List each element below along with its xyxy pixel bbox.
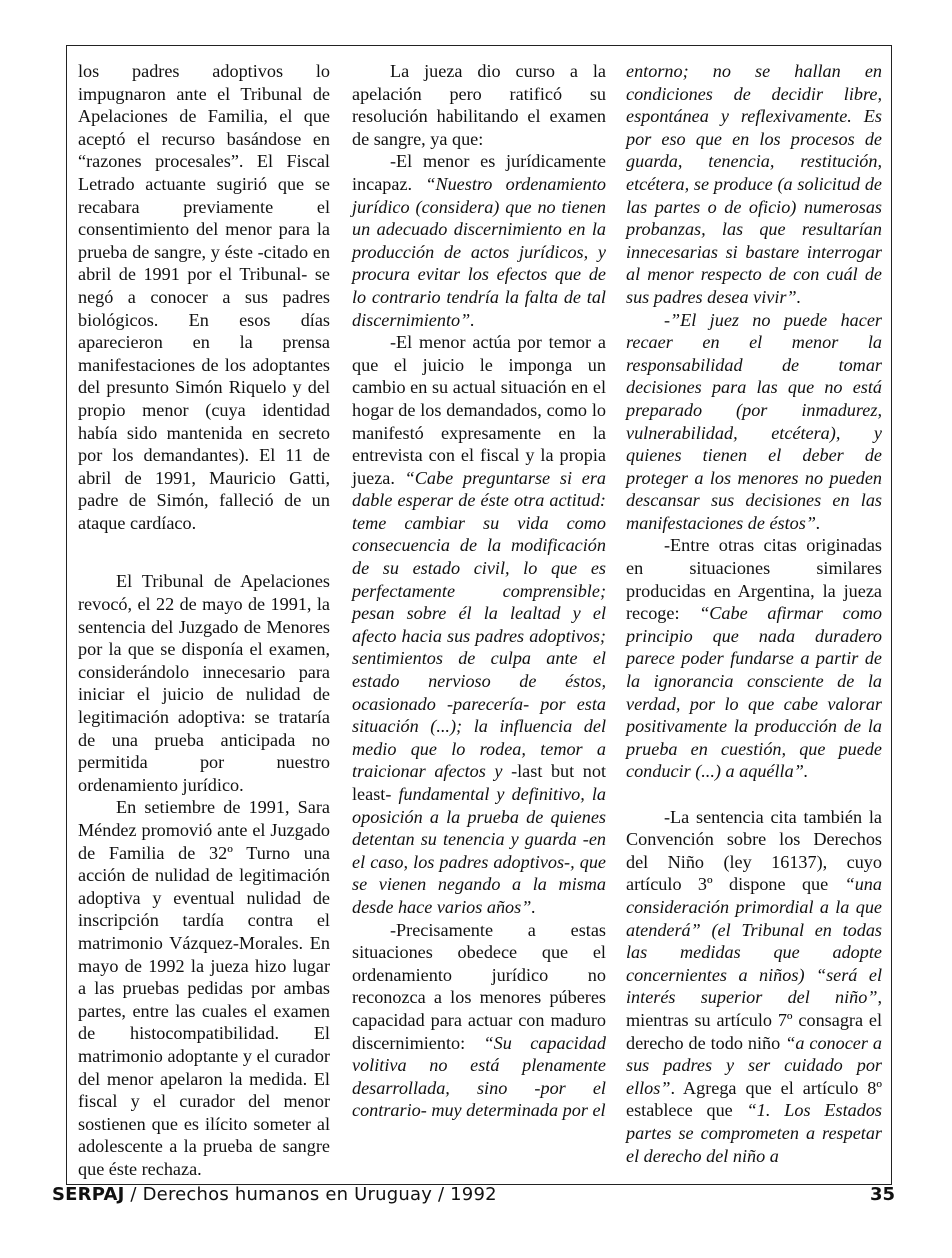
left-column <box>78 60 330 1181</box>
paragraph: los padres adoptivos lo impugnaron ante el Tribunal de Apelaciones de Familia, el que aceptó el recurso basándose en “razones procesales”. El Fiscal Letrado actuante sugirió que se recabara previamente el consentimiento del menor para la prueba de sangre, y éste -citado en abril de 1991 por el Tribunal- se negó a conocer a sus padres biológicos. En esos días aparecieron en la prensa manifestaciones de los adoptantes del presunto Simón Riquelo y del propio menor (cuya identidad había sido mantenida en secreto por los demandantes). El 11 de abril de 1991, Mauricio Gatti, padre de Simón, falleció de un ataque cardíaco. <box>78 61 330 533</box>
text-run: -Entre otras citas originadas en situaciones similares producidas en Argentina, la jueza recoge: <box>626 535 882 624</box>
footer-title: / Derechos humanos en Uruguay / 1992 <box>124 1184 497 1205</box>
quote-italic: “Cabe afirmar como principio que nada duradero parece poder fundarse a partir de la ignorancia consciente de la verdad, por lo que cabe valorar positivamente la producción de la prueba en cuestión, que puede conducir (...) a aquélla”. <box>626 603 883 782</box>
text-run: -El menor actúa por temor a que el juicio le imponga un cambio en su actual situación en el hogar de los demandados, como lo manifestó expresamente en la entrevista con el fiscal y la propia jueza. <box>352 332 606 488</box>
quote-italic: “una consideración primordial a la que atenderá” (el Tribunal en todas las medidas que adopte concernientes a niños) “será el interés superior del niño” <box>626 874 882 1008</box>
quote-italic: “Nuestro ordenamiento jurídico (considera) que no tienen un adecuado discernimiento en la producción de actos jurídicos, y procura evitar los efectos que de lo contrario tendría la falta de tal discernimiento”. <box>352 173 606 330</box>
text-run: -Precisamente a estas situaciones obedece que el ordenamiento jurídico no reconozca a los menores púberes capacidad para actuar con maduro discernimiento: <box>352 919 606 1053</box>
page-number: 35 <box>870 1184 896 1205</box>
text-run: . Agrega que el artículo 8º establece que <box>626 1077 882 1121</box>
footer-brand: SERPAJ <box>52 1184 125 1205</box>
right-column <box>626 60 882 1167</box>
text-run: , mientras su artículo 7º consagra el derecho de todo niño <box>626 987 882 1053</box>
paragraph: En setiembre de 1991, Sara Méndez promovió ante el Juzgado de Familia de 32º Turno una acción de nulidad de legitimación adoptiva y eventual nulidad de inscripción tardía contra el matrimonio Vázquez-Morales. En mayo de 1992 la jueza hizo lugar a las pruebas pedidas por ambas partes, entre las cuales el examen de histocompatibilidad. El matrimonio adoptante y el curador del menor apelaron la medida. El fiscal y el curador del menor sostienen que es ilícito someter al adolescente a la prueba de sangre que éste rechaza. <box>78 797 330 1179</box>
quote-italic: “a conocer a sus padres y ser cuidado por ellos” <box>626 1032 882 1098</box>
text-run: -last but not least- <box>352 761 606 804</box>
quote-italic: “1. Los Estados partes se comprometen a respetar el derecho del niño a <box>626 1100 882 1166</box>
text-run: -El menor es jurídicamente incapaz. <box>352 151 606 194</box>
paragraph <box>352 919 606 1122</box>
paragraph: La jueza dio curso a la apelación pero ratificó su resolución habilitando el examen de sangre, ya que: <box>352 61 606 149</box>
paragraph <box>626 534 882 783</box>
paragraph <box>352 331 606 918</box>
quote-italic: “Cabe preguntarse si era dable esperar de éste otra actitud: teme cambiar su vida como consecuencia de la modificación de su estado civil, lo que es perfectamente comprensible; pesan sobre él la lealtad y el afecto hacia sus padres adoptivos; sentimientos de culpa ante el estado nervioso de éstos, ocasionado -parecería- por esta situación (...); la influencia del medio que lo rodea, temor a traicionar afectos y <box>352 467 606 782</box>
paragraph: entorno; no se hallan en condiciones de decidir libre, espontánea y reflexivamente. Es por eso que en los procesos de guarda, tenencia, restitución, etcétera, se produce (a solicitud de las partes o de oficio) numerosas probanzas, las que resultarían innecesarias si bastare interrogar al menor respecto de con cuál de sus padres desea vivir”. <box>626 61 882 307</box>
paragraph: -”El juez no puede hacer recaer en el menor la responsabilidad de tomar decisiones para las que no está preparado (por inmadurez, vulnerabilidad, etcétera), y quienes tienen el deber de proteger a los menores no pueden descansar sus decisiones en las manifestaciones de éstos”. <box>626 309 882 533</box>
quote-italic: fundamental y definitivo, la oposición a la prueba de quienes detentan su tenencia y guarda -en el caso, los padres adoptivos-, que se vienen negando a la misma desde hace varios años”. <box>352 784 607 917</box>
paragraph: El Tribunal de Apelaciones revocó, el 22 de mayo de 1991, la sentencia del Juzgado de Menores por la que se disponía el examen, considerándolo innecesario para iniciar el juicio de nulidad de legitimación adoptiva: se trataría de una prueba anticipada no permitida por nuestro ordenamiento jurídico. <box>78 571 330 795</box>
paragraph <box>626 806 882 1168</box>
paragraph <box>352 150 606 331</box>
middle-column <box>352 60 606 1122</box>
text-run: -La sentencia cita también la Convención sobre los Derechos del Niño (ley 16137), cuyo artículo 3º dispone que <box>626 806 882 895</box>
running-footer <box>52 1184 497 1205</box>
quote-italic: “Su capacidad volitiva no está plenamente desarrollada, sino -por el contrario- muy determinada por el <box>352 1032 606 1121</box>
